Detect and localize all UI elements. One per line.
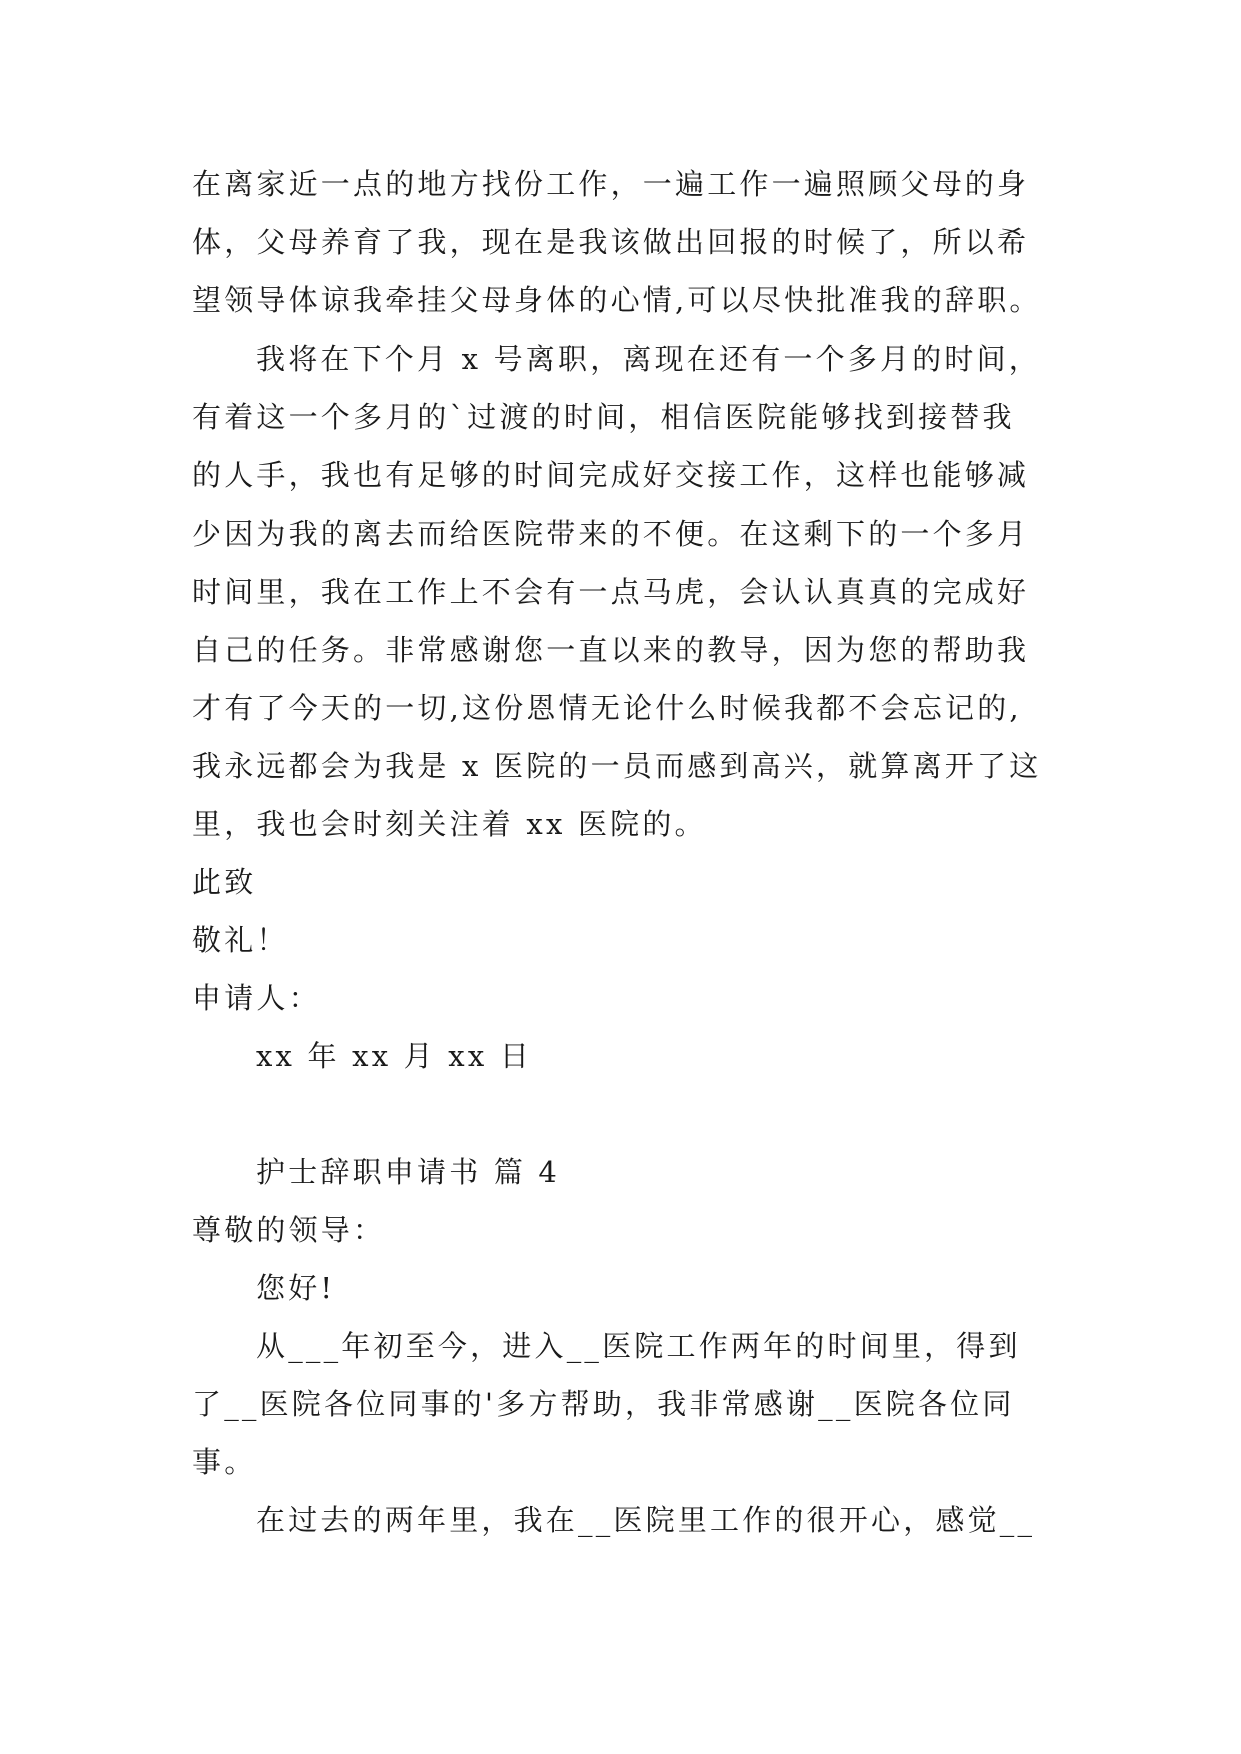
paragraph-line: 从___年初至今，进入__医院工作两年的时间里，得到 [256,1329,1021,1363]
paragraph-line: 的人手，我也有足够的时间完成好交接工作，这样也能够减 [192,458,1030,492]
paragraph-line: 时间里，我在工作上不会有一点马虎，会认认真真的完成好 [192,575,1030,609]
paragraph-line: 我永远都会为我是 x 医院的一员而感到高兴，就算离开了这 [192,749,1042,783]
applicant-label: 申请人： [192,981,321,1015]
paragraph-line: 了__医院各位同事的'多方帮助，我非常感谢__医院各位同 [192,1387,1015,1421]
paragraph-line: 在离家近一点的地方找份工作，一遍工作一遍照顾父母的身 [192,167,1030,201]
paragraph-line: 自己的任务。非常感谢您一直以来的教导，因为您的帮助我 [192,633,1030,667]
paragraph-line: 里，我也会时刻关注着 xx 医院的。 [192,807,707,841]
paragraph-line: 有着这一个多月的`过渡的时间，相信医院能够找到接替我 [192,400,1015,434]
greeting-hello: 您好! [256,1271,336,1305]
date-line: xx 年 xx 月 xx 日 [256,1039,533,1073]
greeting: 尊敬的领导： [192,1213,386,1247]
paragraph-line: 才有了今天的一切,这份恩情无论什么时候我都不会忘记的, [192,691,1022,725]
paragraph-line: 少因为我的离去而给医院带来的不便。在这剩下的一个多月 [192,517,1030,551]
section-title: 护士辞职申请书 篇 4 [256,1155,561,1189]
closing-regards: 敬礼！ [192,923,289,957]
closing-salutation: 此致 [192,865,257,899]
paragraph-line: 我将在下个月 x 号离职，离现在还有一个多月的时间， [256,342,1041,376]
paragraph-line: 望领导体谅我牵挂父母身体的心情,可以尽快批准我的辞职。 [192,283,1042,317]
paragraph-line: 在过去的两年里，我在__医院里工作的很开心，感觉__ [256,1503,1036,1537]
paragraph-line: 体，父母养育了我，现在是我该做出回报的时候了，所以希 [192,225,1030,259]
paragraph-line: 事。 [192,1445,257,1479]
